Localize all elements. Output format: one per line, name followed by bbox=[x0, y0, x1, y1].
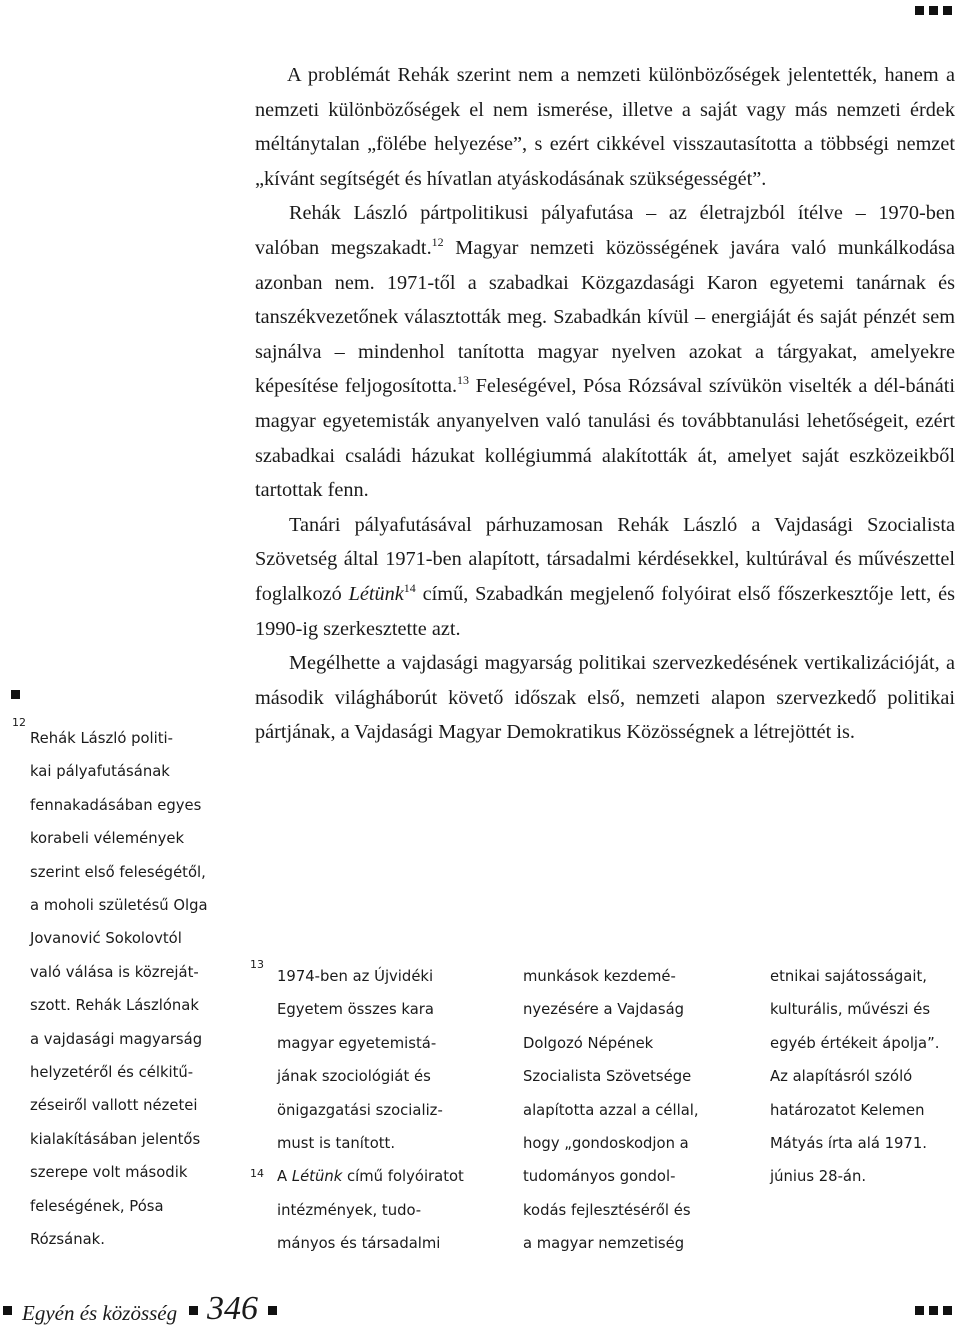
running-title: Egyén és közösség bbox=[22, 1301, 178, 1325]
footer-ornament-2 bbox=[929, 1306, 938, 1315]
footer-ornament-1 bbox=[915, 1306, 924, 1315]
footnote-14-first-line: A Létünk című folyóiratot bbox=[277, 1168, 464, 1186]
footer-square-left bbox=[3, 1306, 12, 1315]
footnote-13-14-column: 1974-ben az Újvidéki Egyetem összes kara magyar egyetemistá- jának szociológiát és önigazgatási szocializ- must is tanított. A Létünk című folyóiratot intézmények, tudo- mányos és társadalmi bbox=[277, 960, 477, 1261]
paragraph-4: Megélhette a vajdasági magyarság politikai szervezkedésének vertikalizációját, a második világháborút követő időszak első, nemzeti alapon szervezkedő politikai pártjának, a Vajdasági Magyar Demokratikus Közösségnek a létrejöttét is. bbox=[255, 652, 955, 744]
footnote-number-14: 14 bbox=[250, 1167, 264, 1180]
top-right-ornament-2 bbox=[929, 6, 938, 15]
footer-square-mid bbox=[189, 1306, 198, 1315]
main-text bbox=[255, 58, 955, 750]
footnote-12: Rehák László politi- kai pályafutásának fennakadásában egyes korabeli vélemények szerint első feleségétől, a moholi születésű Olga Jovanović Sokolovtól való válása is közreját- szott. Rehák Lászlónak a vajdasági magyarság helyzetéről és célkitű- zéseiről vallott nézetei kialakításában jelentős szerepe volt második feleségének, Pósa Rózsának. bbox=[30, 730, 208, 1249]
page-number: 346 bbox=[207, 1290, 258, 1327]
footer-ornament-3 bbox=[943, 1306, 952, 1315]
footnote-number-12: 12 bbox=[12, 716, 26, 729]
journal-title: Létünk bbox=[348, 582, 404, 605]
paragraph-1: A problémát Rehák szerint nem a nemzeti különbözőségek jelentették, hanem a nemzeti különbözőségek el nem ismerése, illetve a saját vagy más nemzeti érdek méltánytalan „fölébe helyezése”, s ezért cikkével visszautasította a többségi nemzet „kívánt segítségét és hívatlan atyáskodásának szükségességét”. bbox=[255, 64, 955, 190]
top-right-ornament-3 bbox=[943, 6, 952, 15]
paragraph-2: Rehák László pártpolitikusi pályafutása – az életrajzból ítélve – 1970-ben valóban megszakadt.$^{12}$ Magyar nemzeti közösségének javára való munkálkodása azonban nem. 1971-től a szabadkai Közgazdasági Karon egyetemi tanárnak és tanszékvezetőnek választották meg. Szabadkán kívül – energiáját és saját pénzét sem sajnálva – mindenhol tanította magyar nyelven azokat a tárgyakat, amelyekre képesítése feljogosította.$^{13}$ Feleségével, Pósa Rózsával szívükön viselték a dél-bánáti magyar egyetemisták anyanyelven való tanulási és továbbtanulási lehetőségeit, ezért szabadkai családi házukat kollégiummá alakították át, amelyet saját eszközeikből tartottak fenn. bbox=[255, 202, 955, 502]
footnote-number-13: 13 bbox=[250, 958, 264, 971]
paragraph-3: Tanári pályafutásával párhuzamosan Rehák László a Vajdasági Szocialista Szövetség által 1971-ben alapított, társadalmi kérdésekkel, kultúrával és művészettel foglalkozó Létünk$^{14}$ című, Szabadkán megjelenő folyóirat első főszerkesztője lett, és 1990-ig szerkesztette azt. bbox=[255, 513, 955, 640]
footnote-14-continued-col3: etnikai sajátosságait, kulturális, művészi és egyéb értékeit ápolja”. Az alapításról szóló határozatot Kelemen Mátyás írta alá 1971. június 28-án. bbox=[770, 968, 940, 1186]
footnote-14-continued-col2: munkások kezdemé- nyezésére a Vajdaság Dolgozó Népének Szocialista Szövetsége alapította azzal a céllal, hogy „gondoskodjon a tudományos gondol- kodás fejlesztéséről és a magyar nemzetiség bbox=[523, 968, 699, 1253]
footer-square-after-number bbox=[268, 1306, 277, 1315]
footnote-ref-14: 14 bbox=[403, 581, 416, 596]
top-right-ornament-1 bbox=[915, 6, 924, 15]
sidenote-marker bbox=[11, 690, 20, 699]
footnote-ref-13: 13 bbox=[457, 373, 470, 388]
footnote-ref-12: 12 bbox=[431, 235, 444, 250]
